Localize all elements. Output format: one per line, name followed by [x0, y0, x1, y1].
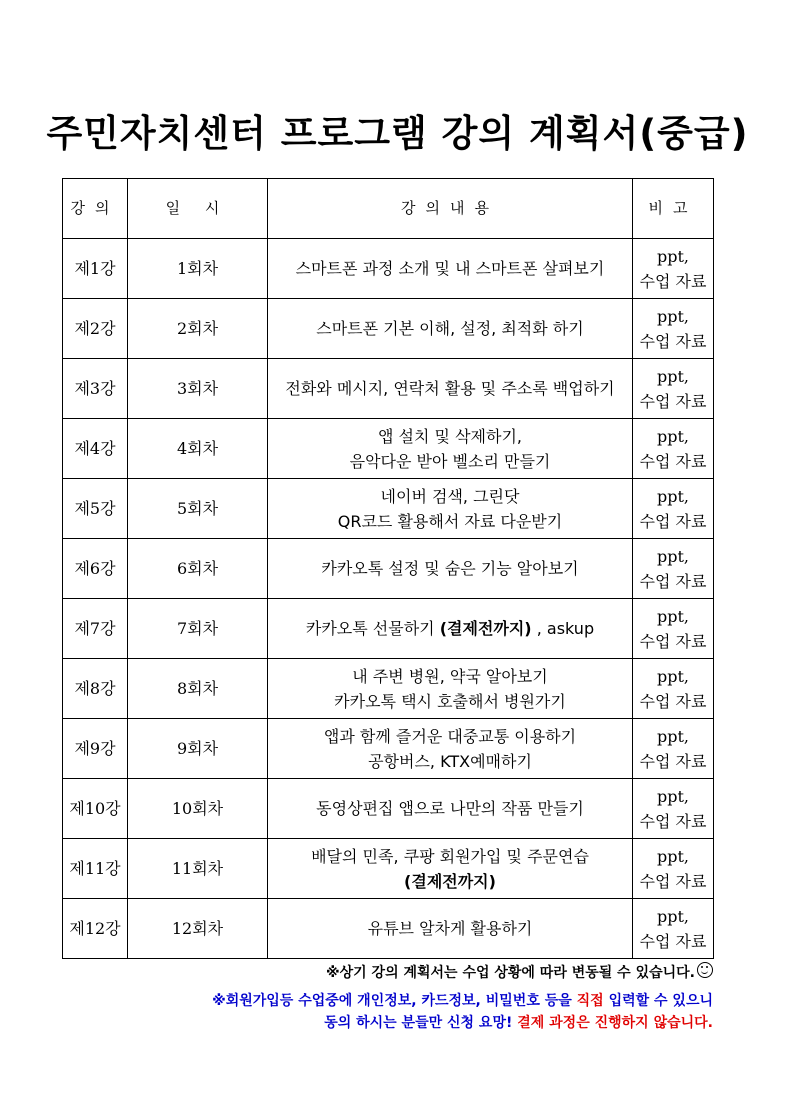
- lecture-note: ppt, 수업 자료: [633, 419, 714, 479]
- lecture-number: 제7강: [63, 599, 128, 659]
- table-row: [63, 599, 714, 659]
- lecture-note: ppt, 수업 자료: [633, 839, 714, 899]
- lecture-content: 앱 설치 및 삭제하기, 음악다운 받아 벨소리 만들기: [268, 419, 633, 479]
- lecture-note: ppt, 수업 자료: [633, 299, 714, 359]
- header-datetime: 일 시: [128, 179, 268, 239]
- lecture-plan-table: [62, 178, 714, 959]
- header-content: 강의내용: [268, 179, 633, 239]
- lecture-content: 배달의 민족, 쿠팡 회원가입 및 주문연습 (결제전까지): [268, 839, 633, 899]
- lecture-note: ppt, 수업 자료: [633, 239, 714, 299]
- table-row: [63, 539, 714, 599]
- table-row: [63, 779, 714, 839]
- lecture-note: ppt, 수업 자료: [633, 599, 714, 659]
- lecture-number: 제6강: [63, 539, 128, 599]
- lecture-note: ppt, 수업 자료: [633, 899, 714, 959]
- lecture-content: 스마트폰 과정 소개 및 내 스마트폰 살펴보기: [268, 239, 633, 299]
- session-number: 8회차: [128, 659, 268, 719]
- table-header-row: [63, 179, 714, 239]
- lecture-content: 네이버 검색, 그린닷 QR코드 활용해서 자료 다운받기: [268, 479, 633, 539]
- session-number: 11회차: [128, 839, 268, 899]
- lecture-content: 스마트폰 기본 이해, 설정, 최적화 하기: [268, 299, 633, 359]
- change-notice-text: ※상기 강의 계획서는 수업 상황에 따라 변동될 수 있습니다.: [326, 965, 695, 981]
- table-row: [63, 359, 714, 419]
- lecture-number: 제10강: [63, 779, 128, 839]
- table-row: [63, 719, 714, 779]
- lecture-content: 앱과 함께 즐거운 대중교통 이용하기 공항버스, KTX예매하기: [268, 719, 633, 779]
- lecture-note: ppt, 수업 자료: [633, 539, 714, 599]
- lecture-number: 제12강: [63, 899, 128, 959]
- header-note: 비고: [633, 179, 714, 239]
- warning-line-1: ※회원가입등 수업중에 개인정보, 카드정보, 비밀번호 등을 직접 입력할 수 있으니: [212, 993, 713, 1009]
- lecture-note: ppt, 수업 자료: [633, 479, 714, 539]
- table-row: [63, 299, 714, 359]
- privacy-warning: [212, 990, 713, 1034]
- lecture-content: 내 주변 병원, 약국 알아보기 카카오톡 택시 호출해서 병원가기: [268, 659, 633, 719]
- lecture-note: ppt, 수업 자료: [633, 359, 714, 419]
- session-number: 2회차: [128, 299, 268, 359]
- lecture-number: 제8강: [63, 659, 128, 719]
- lecture-number: 제2강: [63, 299, 128, 359]
- table-row: [63, 239, 714, 299]
- lecture-content: 유튜브 알차게 활용하기: [268, 899, 633, 959]
- session-number: 9회차: [128, 719, 268, 779]
- session-number: 6회차: [128, 539, 268, 599]
- session-number: 7회차: [128, 599, 268, 659]
- smiley-icon: [697, 962, 713, 978]
- lecture-content: 카카오톡 설정 및 숨은 기능 알아보기: [268, 539, 633, 599]
- lecture-number: 제1강: [63, 239, 128, 299]
- table-row: [63, 839, 714, 899]
- warning-line-2: 동의 하시는 분들만 신청 요망! 결제 과정은 진행하지 않습니다.: [324, 1015, 713, 1031]
- session-number: 10회차: [128, 779, 268, 839]
- lecture-note: ppt, 수업 자료: [633, 779, 714, 839]
- lecture-content: 전화와 메시지, 연락처 활용 및 주소록 백업하기: [268, 359, 633, 419]
- change-notice: [326, 962, 713, 982]
- session-number: 12회차: [128, 899, 268, 959]
- lecture-content: 카카오톡 선물하기 (결제전까지) , askup: [268, 599, 633, 659]
- session-number: 1회차: [128, 239, 268, 299]
- session-number: 3회차: [128, 359, 268, 419]
- lecture-number: 제11강: [63, 839, 128, 899]
- lecture-number: 제5강: [63, 479, 128, 539]
- lecture-number: 제9강: [63, 719, 128, 779]
- lecture-number: 제3강: [63, 359, 128, 419]
- page-title: 주민자치센터 프로그램 강의 계획서(중급): [46, 112, 749, 155]
- table-row: [63, 659, 714, 719]
- session-number: 5회차: [128, 479, 268, 539]
- table-row: [63, 419, 714, 479]
- session-number: 4회차: [128, 419, 268, 479]
- table-row: [63, 899, 714, 959]
- lecture-number: 제4강: [63, 419, 128, 479]
- lecture-note: ppt, 수업 자료: [633, 719, 714, 779]
- header-lecture: 강의: [63, 179, 128, 239]
- lecture-content: 동영상편집 앱으로 나만의 작품 만들기: [268, 779, 633, 839]
- table-row: [63, 479, 714, 539]
- lecture-note: ppt, 수업 자료: [633, 659, 714, 719]
